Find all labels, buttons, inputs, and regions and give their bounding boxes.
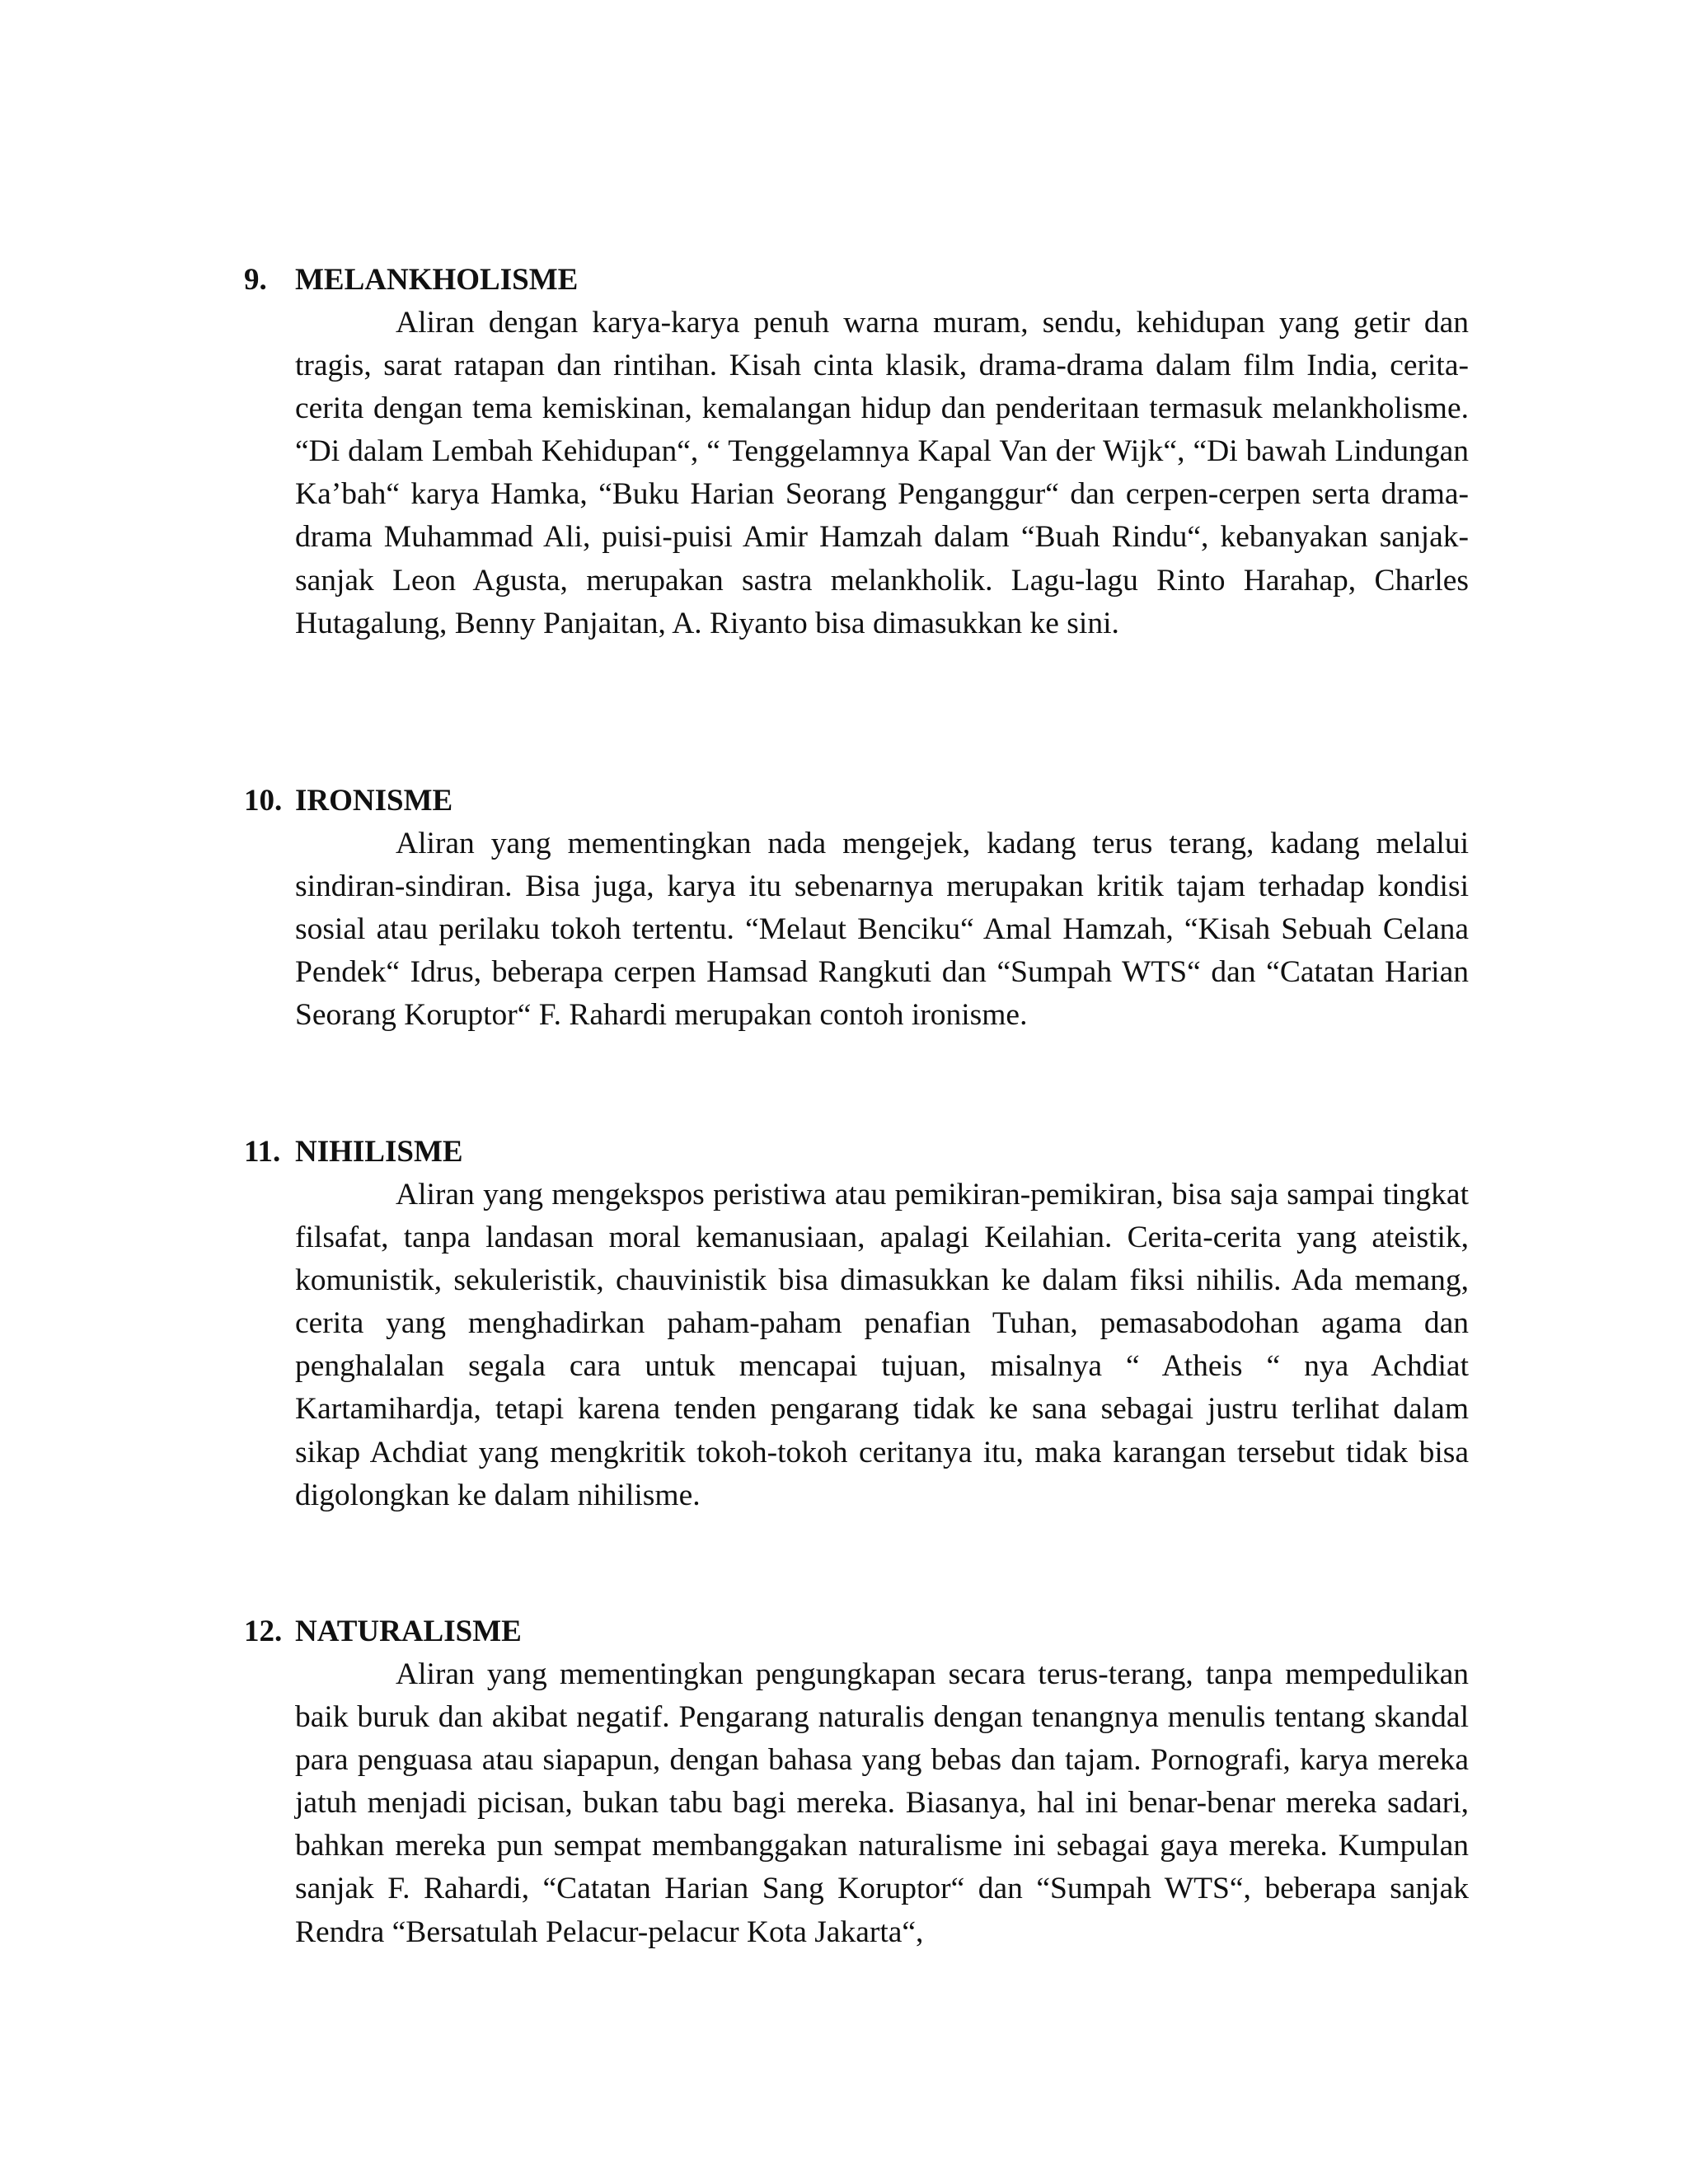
section-nihilisme — [244, 1131, 1469, 1517]
section-heading — [244, 780, 1469, 823]
section-number: 12. — [244, 1615, 283, 1648]
section-number: 11. — [244, 1135, 281, 1169]
section-body: Aliran yang mementingkan nada mengejek, kadang terus terang, kadang melalui sindiran-sindiran. Bisa juga, karya itu sebenarnya merupakan kritik tajam terhadap kondisi sosial atau perilaku tokoh tertentu. “Melaut Benciku“ Amal Hamzah, “Kisah Sebuah Celana Pendek“ Idrus, beberapa cerpen Hamsad Rangkuti dan “Sumpah WTS“ dan “Catatan Harian Seorang Koruptor“ F. Rahardi merupakan contoh ironisme. — [295, 827, 1469, 1033]
section-ironisme — [244, 780, 1469, 1037]
section-heading — [244, 1131, 1469, 1174]
section-melankholisme — [244, 259, 1469, 645]
section-heading — [244, 1610, 1469, 1653]
section-heading — [244, 259, 1469, 302]
section-naturalisme — [244, 1610, 1469, 1954]
section-body: Aliran yang mementingkan pengungkapan secara terus-terang, tanpa mempedulikan baik buruk dan akibat negatif. Pengarang naturalis dengan tenangnya menulis tentang skandal para penguasa atau siapapun, dengan bahasa yang bebas dan tajam. Pornografi, karya mereka jatuh menjadi picisan, bukan tabu bagi mereka. Biasanya, hal ini benar-benar mereka sadari, bahkan mereka pun sempat membanggakan naturalisme ini sebagai gaya mereka. Kumpulan sanjak F. Rahardi, “Catatan Harian Sang Koruptor“ dan “Sumpah WTS“, beberapa sanjak Rendra “Bersatulah Pelacur-pelacur Kota Jakarta“, — [295, 1657, 1469, 1949]
section-title: NATURALISME — [295, 1615, 522, 1648]
section-body: Aliran dengan karya-karya penuh warna muram, sendu, kehidupan yang getir dan tragis, sarat ratapan dan rintihan. Kisah cinta klasik, drama-drama dalam film India, cerita-cerita dengan tema kemiskinan, kemalangan hidup dan penderitaan termasuk melankholisme. “Di dalam Lembah Kehidupan“, “ Tenggelamnya Kapal Van der Wijk“, “Di bawah Lindungan Ka’bah“ karya Hamka, “Buku Harian Seorang Penganggur“ dan cerpen-cerpen serta drama-drama Muhammad Ali, puisi-puisi Amir Hamzah dalam “Buah Rindu“, kebanyakan sanjak-sanjak Leon Agusta, merupakan sastra melankholik. Lagu-lagu Rinto Harahap, Charles Hutagalung, Benny Panjaitan, A. Riyanto bisa dimasukkan ke sini. — [295, 306, 1469, 640]
section-number: 9. — [244, 263, 267, 297]
section-title: MELANKHOLISME — [295, 263, 579, 297]
section-number: 10. — [244, 784, 283, 818]
section-body: Aliran yang mengekspos peristiwa atau pemikiran-pemikiran, bisa saja sampai tingkat filsafat, tanpa landasan moral kemanusiaan, apalagi Keilahian. Cerita-cerita yang ateistik, komunistik, sekuleristik, chauvinistik bisa dimasukkan ke dalam fiksi nihilis. Ada memang, cerita yang menghadirkan paham-paham penafian Tuhan, pemasabodohan agama dan penghalalan segala cara untuk mencapai tujuan, misalnya “ Atheis “ nya Achdiat Kartamihardja, tetapi karena tenden pengarang tidak ke sana sebagai justru terlihat dalam sikap Achdiat yang mengkritik tokoh-tokoh ceritanya itu, maka karangan tersebut tidak bisa digolongkan ke dalam nihilisme. — [295, 1178, 1469, 1512]
section-title: IRONISME — [295, 784, 453, 818]
section-title: NIHILISME — [295, 1135, 463, 1169]
